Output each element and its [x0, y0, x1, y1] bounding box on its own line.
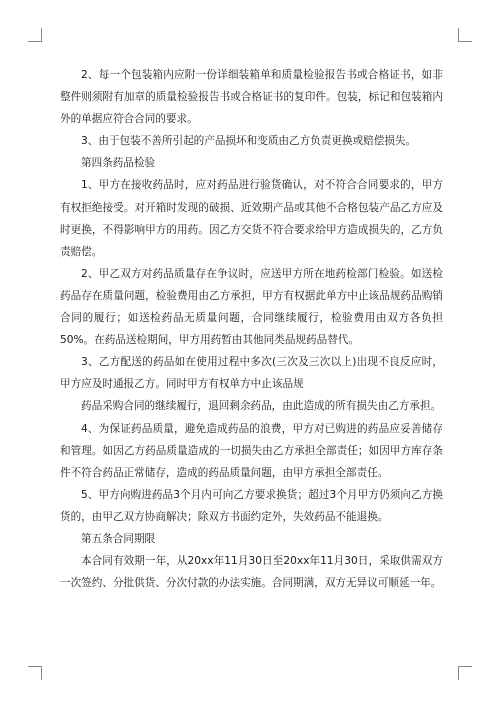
crop-mark-bottom-left-v — [41, 666, 42, 680]
paragraph-inspection-4: 4、为保证药品质量，避免造成药品的浪费，甲方对已购进的药品应妥善储存和管理。如因乙方药品质量造成的一切损失由乙方承担全部责任；如因甲方库存条件不符合药品正常储存，造成的药品质量问题，由甲方承担全部责任。 — [60, 422, 443, 479]
paragraph-contract-term: 本合同有效期一年，从20xx年11月30日至20xx年11月30日，采取供需双方一次签约、分批供货、分次付款的办法实施。合同期满，双方无异议可顺延一年。 — [60, 555, 443, 590]
section-heading-article-5: 第五条合同期限 — [81, 532, 156, 545]
document-body — [60, 64, 443, 594]
crop-mark-top-left-h — [28, 41, 42, 42]
crop-mark-bottom-right-v — [458, 666, 459, 680]
paragraph-inspection-1: 1、甲方在接收药品时，应对药品进行验货确认，对不符合合同要求的，甲方有权拒绝接受。对开箱时发现的破损、近效期产品或其他不合格包装产品乙方应及时更换，不得影响甲方的用药。因乙方交货不符合要求给甲方造成损失的，乙方负责赔偿。 — [60, 179, 443, 258]
crop-mark-bottom-left-h — [28, 666, 42, 667]
paragraph-inspection-5: 5、甲方向购进药品3个月内可向乙方要求换货；超过3个月甲方仍须向乙方换货的，由甲乙双方协商解决；除双方书面约定外，失效药品不能退换。 — [60, 488, 443, 523]
crop-mark-top-right-h — [458, 41, 472, 42]
paragraph-inspection-2: 2、甲乙双方对药品质量存在争议时，应送甲方所在地药检部门检验。如送检药品存在质量问题，检验费用由乙方承担，甲方有权据此单方中止该品规药品购销合同的履行；如送检药品无质量问题，合同继续履行，检验费用由双方各负担50%。在药品送检期间，甲方用药暂由其他同类品规药品替代。 — [60, 267, 443, 347]
crop-mark-bottom-right-h — [458, 666, 472, 667]
paragraph-package-damage: 3、由于包装不善所引起的产品损坏和变质由乙方负责更换或赔偿损失。 — [81, 135, 417, 148]
paragraph-package-docs: 2、每一个包装箱内应附一份详细装箱单和质量检验报告书或合格证书，如非整件则须附有加章的质量检验报告书或合格证书的复印件。包装，标记和包装箱内外的单据应符合合同的要求。 — [60, 69, 443, 126]
paragraph-inspection-3: 3、乙方配送的药品如在使用过程中多次(三次及三次以上)出现不良反应时，甲方应及时通报乙方。同时甲方有权单方中止该品规 — [60, 356, 443, 391]
section-heading-article-4: 第四条药品检验 — [81, 157, 156, 170]
crop-mark-top-right-v — [458, 28, 459, 42]
crop-mark-top-left-v — [41, 28, 42, 42]
paragraph-inspection-3-cont: 药品采购合同的继续履行，退回剩余药品，由此造成的所有损失由乙方承担。 — [81, 400, 442, 413]
